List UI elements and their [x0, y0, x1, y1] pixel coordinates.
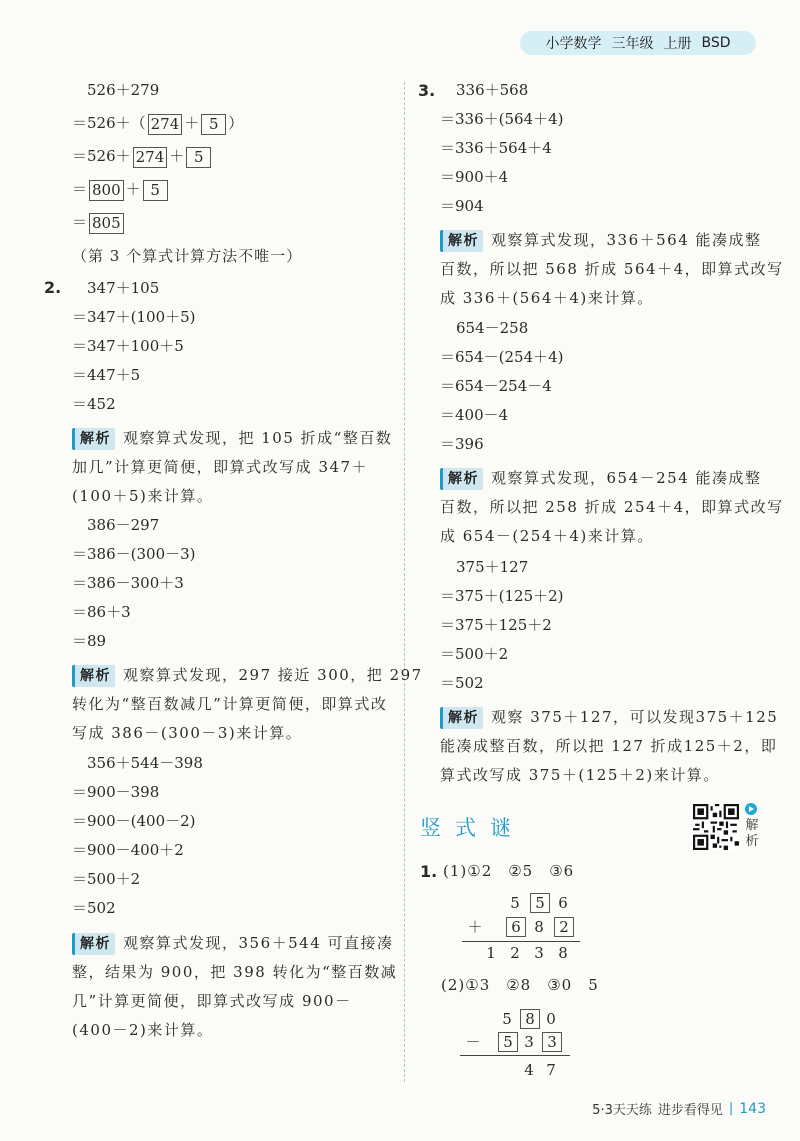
- page-footer: [592, 1099, 766, 1118]
- digit: 8: [534, 918, 544, 936]
- digit-box: 8: [520, 1009, 540, 1029]
- equation-line: ＝89: [72, 632, 107, 650]
- answer-box: 5: [143, 180, 168, 201]
- equation-line: ＝347＋(100＋5): [72, 308, 196, 326]
- equation-line: ＝904: [440, 197, 484, 215]
- jiexi-badge: 解析: [72, 665, 115, 687]
- digit-box: 3: [542, 1032, 562, 1052]
- note-text: （第 3 个算式计算方法不唯一）: [72, 247, 303, 265]
- brand-label: 5·3天天练: [592, 1103, 652, 1118]
- equation-line: ＝900＋4: [440, 168, 509, 186]
- equation-line: 375＋127: [456, 558, 529, 576]
- sum-line: [462, 941, 580, 942]
- equation-line: ＝452: [72, 395, 116, 413]
- jiexi-badge: 解析: [440, 230, 483, 252]
- equation-line: ＝400－4: [440, 406, 509, 424]
- jiexi-badge: 解析: [440, 468, 483, 490]
- term-label: 上册: [663, 36, 692, 52]
- equation-line: ＝336＋564＋4: [440, 139, 552, 157]
- equation-line: ＝502: [72, 899, 116, 917]
- column-divider: [404, 82, 405, 1082]
- equation-line: ＝386－300＋3: [72, 574, 184, 592]
- answer-box: 800: [89, 180, 124, 201]
- equation-line: ＝336＋(564＋4): [440, 110, 564, 128]
- question-number: 1.: [420, 862, 438, 881]
- qr-label: 解析: [745, 818, 759, 849]
- digit: 3: [524, 1033, 534, 1051]
- equation-line: ＝500＋2: [72, 870, 141, 888]
- digit: 2: [510, 944, 520, 962]
- section-title: 竖式谜: [420, 816, 525, 840]
- footer-separator: |: [728, 1101, 734, 1116]
- equation-line: ＝502: [440, 674, 484, 692]
- answer-box: 805: [89, 213, 124, 234]
- answer-line: (1)①2 ②5 ③6: [443, 862, 575, 880]
- digit: 8: [558, 944, 568, 962]
- equation-line: ＝386－(300－3): [72, 545, 196, 563]
- equation-line: 347＋105: [87, 279, 160, 297]
- question-number: 3.: [418, 81, 436, 100]
- equation-line: ＝900－398: [72, 783, 160, 801]
- equation-line: ＝347＋100＋5: [72, 337, 184, 355]
- explanation: 解析 观察算式发现，356＋544 可直接凑 整，结果为 900，把 398 转化为“整百数减 几”计算更简便，即算式改写成 900－ (400－2)来计算。: [72, 934, 398, 1039]
- digit: 5: [502, 1010, 512, 1028]
- digit: 5: [510, 894, 520, 912]
- minus-sign: －: [465, 1033, 481, 1051]
- play-icon: [745, 803, 757, 815]
- digit: 0: [546, 1010, 556, 1028]
- equation-line: 386－297: [87, 516, 160, 534]
- equation-line: 526＋279: [87, 81, 160, 99]
- question-number: 2.: [44, 278, 62, 297]
- equation-line: ＝ 800 ＋ 5: [72, 178, 170, 201]
- digit: 7: [546, 1061, 556, 1079]
- digit: 6: [558, 894, 568, 912]
- equation-line: 336＋568: [456, 81, 529, 99]
- equation-line: ＝526＋ 274 ＋ 5: [72, 145, 213, 168]
- answer-line: (2)①3 ②8 ③0 5: [441, 976, 599, 994]
- equation-line: ＝396: [440, 435, 484, 453]
- jiexi-badge: 解析: [72, 428, 115, 450]
- subject-label: 小学数学: [545, 36, 602, 52]
- digit-box: 2: [554, 917, 574, 937]
- qr-code-icon[interactable]: [693, 804, 739, 850]
- equation-line: ＝500＋2: [440, 645, 509, 663]
- equation-line: ＝526＋（ 274 ＋ 5 ）: [72, 114, 244, 133]
- digit: 3: [534, 944, 544, 962]
- edition-label: BSD: [701, 35, 731, 51]
- digit-box: 5: [498, 1032, 518, 1052]
- grade-label: 三年级: [611, 36, 654, 52]
- difference-line: [460, 1055, 570, 1056]
- digit-box: 6: [506, 917, 526, 937]
- equation-line: ＝654－(254＋4): [440, 348, 564, 366]
- equation-line: ＝ 805: [72, 211, 126, 234]
- explanation: 解析 观察算式发现，654－254 能凑成整 百数，所以把 258 折成 254＋4，即算式改写 成 654－(254＋4)来计算。: [440, 469, 784, 545]
- explanation: 解析 观察算式发现，297 接近 300，把 297 转化为“整百数减几”计算更简便，即算式改 写成 386－(300－3)来计算。: [72, 666, 423, 742]
- equation-line: ＝375＋125＋2: [440, 616, 552, 634]
- slogan-label: 进步看得见: [657, 1103, 723, 1118]
- equation-line: ＝900－400＋2: [72, 841, 184, 859]
- digit: 4: [524, 1061, 534, 1079]
- explanation: 解析 观察算式发现，把 105 折成“整百数 加几”计算更简便，即算式改写成 347＋ (100＋5)来计算。: [72, 429, 393, 505]
- equation-line: ＝375＋(125＋2): [440, 587, 564, 605]
- jiexi-badge: 解析: [440, 707, 483, 729]
- explanation: 解析 观察 375＋127，可以发现375＋125 能凑成整百数，所以把 127 折成125＋2，即 算式改写成 375＋(125＋2)来计算。: [440, 708, 779, 784]
- equation-line: 356＋544－398: [87, 754, 203, 772]
- answer-box: 5: [201, 114, 226, 135]
- equation-line: ＝654－254－4: [440, 377, 552, 395]
- explanation: 解析 观察算式发现，336＋564 能凑成整 百数，所以把 568 折成 564＋4，即算式改写 成 336＋(564＋4)来计算。: [440, 231, 784, 307]
- digit-box: 5: [530, 893, 550, 913]
- equation-line: ＝86＋3: [72, 603, 131, 621]
- equation-line: 654－258: [456, 319, 529, 337]
- jiexi-badge: 解析: [72, 933, 115, 955]
- answer-box: 274: [133, 147, 168, 168]
- equation-line: ＝447＋5: [72, 366, 141, 384]
- answer-box: 5: [186, 147, 211, 168]
- digit: 1: [486, 944, 496, 962]
- header-tag: [520, 31, 756, 55]
- plus-sign: ＋: [467, 918, 483, 936]
- answer-box: 274: [148, 114, 183, 135]
- page-number: 143: [739, 1100, 766, 1117]
- equation-line: ＝900－(400－2): [72, 812, 196, 830]
